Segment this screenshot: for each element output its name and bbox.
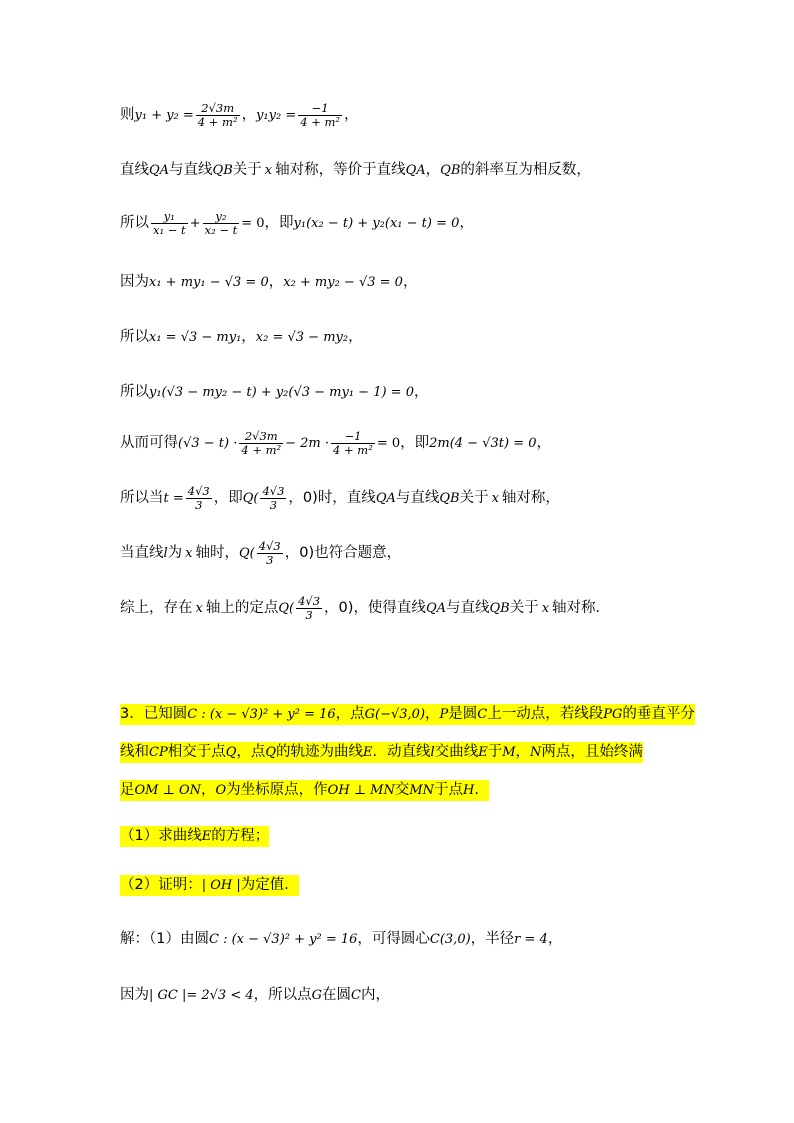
- math: N: [530, 744, 542, 760]
- fraction: [151, 210, 188, 237]
- text: 于点: [434, 782, 464, 798]
- text: （2）证明：: [120, 877, 202, 893]
- text: 于: [487, 744, 503, 760]
- text: 轴上的定点: [205, 600, 279, 617]
- solution-line-2: [120, 163, 591, 178]
- math: x₁ = √3 − my₁: [149, 329, 242, 345]
- math: | GC |= 2√3 < 4: [149, 987, 254, 1003]
- text: 的轨迹为曲线: [276, 744, 364, 760]
- text: 关于: [509, 600, 539, 617]
- math: r = 4: [514, 931, 548, 947]
- math: l: [163, 546, 168, 562]
- math: C(3,0): [429, 931, 471, 947]
- math: = 0: [241, 216, 265, 232]
- fraction: [186, 485, 212, 512]
- text: ，: [402, 274, 418, 290]
- text: 与直线: [395, 490, 440, 507]
- text: 当直线: [120, 545, 164, 562]
- highlight: [120, 875, 299, 896]
- fraction: [257, 540, 283, 567]
- math: QA: [425, 601, 446, 617]
- text: ，0): [288, 490, 318, 507]
- math: OM ⊥ ON: [134, 782, 201, 798]
- math: Q: [265, 744, 277, 760]
- text: 在圆: [322, 987, 352, 1003]
- text: ，: [344, 107, 359, 124]
- text: 为: [167, 545, 183, 562]
- text: ，半径: [470, 931, 515, 947]
- math: QB: [439, 491, 460, 507]
- text: ，: [459, 215, 474, 232]
- math: C: [351, 987, 361, 1003]
- math: x₁ + my₁ − √3 = 0: [149, 274, 269, 290]
- math: x: [195, 601, 203, 617]
- text: 所以当: [120, 490, 164, 507]
- math: G(−√3,0): [364, 706, 426, 722]
- solution-line-1: [120, 102, 359, 129]
- numerator: −1: [344, 429, 362, 443]
- text: 为定值．: [240, 877, 299, 893]
- math: MN: [409, 782, 435, 798]
- text: ，: [241, 107, 257, 124]
- solution-line-3: [120, 210, 474, 237]
- fraction: [296, 595, 322, 622]
- text: 轴对称．: [552, 600, 611, 617]
- text: ．: [474, 782, 489, 798]
- text: 内，: [360, 987, 390, 1003]
- question-2: [120, 875, 299, 896]
- math: 2m(4 − √3t) = 0: [429, 436, 537, 452]
- text: 所以: [120, 215, 149, 232]
- text: 则: [120, 107, 135, 124]
- denominator: 3: [269, 498, 278, 513]
- math: O: [215, 782, 227, 798]
- math: − 2m ·: [285, 436, 330, 452]
- math: E: [478, 744, 488, 760]
- text: 因为: [120, 987, 149, 1003]
- math: M: [502, 744, 516, 760]
- text: 3．已知圆: [120, 706, 188, 722]
- text: ，即: [213, 490, 243, 507]
- solution-line-10: [120, 595, 610, 622]
- math: QB: [489, 601, 510, 617]
- denominator: 4 + m²: [333, 443, 373, 458]
- math: QB: [212, 162, 233, 178]
- fraction: [239, 430, 283, 457]
- text: ，点: [335, 706, 365, 722]
- math: x₂ + my₂ − √3 = 0: [283, 274, 403, 290]
- text: 时，直线: [317, 490, 376, 507]
- text: ，: [241, 329, 256, 345]
- text: ，所以点: [253, 987, 312, 1003]
- math: (√3 − t) ·: [178, 436, 238, 452]
- fraction: [260, 485, 286, 512]
- math: PG: [603, 706, 623, 722]
- problem-line-2: [120, 742, 643, 763]
- numerator: 2√3m: [201, 101, 235, 115]
- math: l: [430, 744, 435, 760]
- numerator: 4√3: [262, 484, 285, 498]
- math: QA: [375, 491, 396, 507]
- text: ，: [515, 744, 531, 760]
- math: y₁(√3 − my₂ − t) + y₂(√3 − my₁ − 1) = 0: [149, 384, 414, 400]
- answer-line-1: [120, 932, 562, 947]
- text: 与直线: [169, 162, 213, 178]
- math: OH ⊥ MN: [327, 782, 395, 798]
- math: G: [311, 987, 323, 1003]
- text: 交曲线: [434, 744, 479, 760]
- math: y₁(x₂ − t) + y₂(x₁ − t) = 0: [293, 216, 460, 232]
- math: x: [541, 601, 550, 617]
- highlight: [120, 826, 269, 847]
- solution-line-4: [120, 275, 417, 290]
- math: t =: [163, 491, 184, 507]
- solution-line-5: [120, 330, 363, 345]
- math: E: [363, 744, 373, 760]
- text: 所以: [120, 329, 149, 345]
- math: Q(: [239, 546, 255, 562]
- text: 轴时，: [195, 545, 240, 562]
- text: ，: [413, 384, 429, 400]
- highlight: [120, 742, 643, 763]
- fraction: [196, 102, 240, 129]
- math: Q: [225, 744, 237, 760]
- text: ，可得圆心: [357, 931, 430, 947]
- text: ，即: [264, 215, 294, 232]
- math: y₁y₂ =: [256, 108, 297, 124]
- numerator: y₁: [163, 209, 175, 223]
- text: ，使得直线: [353, 600, 426, 617]
- text: 轴对称，等价于直线: [275, 162, 406, 178]
- question-1: [120, 826, 269, 847]
- denominator: x₁ − t: [153, 223, 186, 238]
- text: 的垂直平分: [622, 706, 695, 722]
- solution-line-9: [120, 540, 401, 567]
- text: 足: [120, 782, 135, 798]
- denominator: 3: [305, 608, 313, 623]
- text: 两点，且始终满: [541, 744, 643, 760]
- math: QA: [405, 162, 426, 178]
- highlight: [120, 704, 695, 725]
- text: 综上，存在: [120, 600, 193, 617]
- text: 的斜率互为相反数，: [460, 162, 591, 178]
- text: 因为: [120, 274, 149, 290]
- math: C : (x − √3)² + y² = 16: [208, 931, 358, 947]
- text: ，0): [324, 600, 354, 617]
- numerator: −1: [311, 101, 329, 115]
- math: x: [185, 546, 193, 562]
- denominator: 3: [195, 498, 203, 513]
- math: x: [264, 162, 273, 178]
- numerator: 2√3m: [244, 429, 278, 443]
- text: 关于: [232, 162, 262, 178]
- math: y₁ + y₂ =: [134, 108, 194, 124]
- numerator: y₂: [215, 209, 227, 223]
- text: ，点: [236, 744, 266, 760]
- math: QB: [440, 162, 461, 178]
- numerator: 4√3: [258, 539, 281, 553]
- fraction: [298, 102, 342, 129]
- text: 相交于点: [167, 744, 226, 760]
- text: 所以: [120, 384, 149, 400]
- answer-line-2: [120, 988, 390, 1003]
- fraction: [203, 210, 240, 237]
- math: H: [463, 782, 475, 798]
- text: ，: [425, 162, 441, 178]
- text: ，: [348, 329, 363, 345]
- math: Q(: [278, 601, 295, 617]
- text: 从而可得: [120, 435, 178, 452]
- math: Q(: [242, 491, 259, 507]
- text: 轴对称，: [501, 490, 560, 507]
- highlight: [120, 780, 489, 801]
- text: 也符合题意，: [314, 545, 402, 562]
- text: 直线: [120, 162, 149, 178]
- text: ，即: [400, 435, 430, 452]
- solution-line-8: [120, 485, 560, 512]
- text: ，: [425, 706, 440, 722]
- math: = 0: [376, 436, 401, 452]
- text: 为坐标原点，作: [226, 782, 328, 798]
- text: （1）求曲线: [120, 828, 202, 844]
- fraction: [331, 430, 375, 457]
- numerator: 4√3: [298, 594, 321, 608]
- denominator: 4 + m²: [197, 115, 238, 130]
- text: 解：（1）由圆: [120, 931, 209, 947]
- denominator: 3: [266, 553, 274, 568]
- math: C: [477, 706, 488, 722]
- text: ，: [201, 782, 216, 798]
- text: 上一动点，若线段: [487, 706, 604, 722]
- solution-line-7: [120, 430, 551, 457]
- text: 线和: [120, 744, 149, 760]
- text: ．动直线: [372, 744, 431, 760]
- text: ，0): [284, 545, 315, 562]
- math: QA: [149, 162, 170, 178]
- denominator: 4 + m²: [241, 443, 282, 458]
- math: P: [439, 706, 449, 722]
- problem-line-3: [120, 780, 489, 801]
- text: 交: [394, 782, 410, 798]
- math: x₂ = √3 − my₂: [255, 329, 349, 345]
- text: 关于: [459, 490, 489, 507]
- denominator: 4 + m²: [300, 115, 340, 130]
- text: ，: [536, 435, 551, 452]
- text: ，: [547, 931, 563, 947]
- math: | OH |: [201, 877, 241, 893]
- math: CP: [149, 744, 168, 760]
- solution-line-6: [120, 385, 428, 400]
- math: +: [189, 216, 201, 232]
- math: E: [201, 828, 212, 844]
- math: C : (x − √3)² + y² = 16: [187, 706, 336, 722]
- math: x: [491, 491, 499, 507]
- text: 的方程；: [211, 828, 270, 844]
- text: 与直线: [445, 600, 490, 617]
- text: ，: [268, 274, 284, 290]
- denominator: x₂ − t: [204, 223, 238, 238]
- text: 是圆: [448, 706, 478, 722]
- problem-line-1: [120, 704, 695, 725]
- numerator: 4√3: [187, 484, 210, 498]
